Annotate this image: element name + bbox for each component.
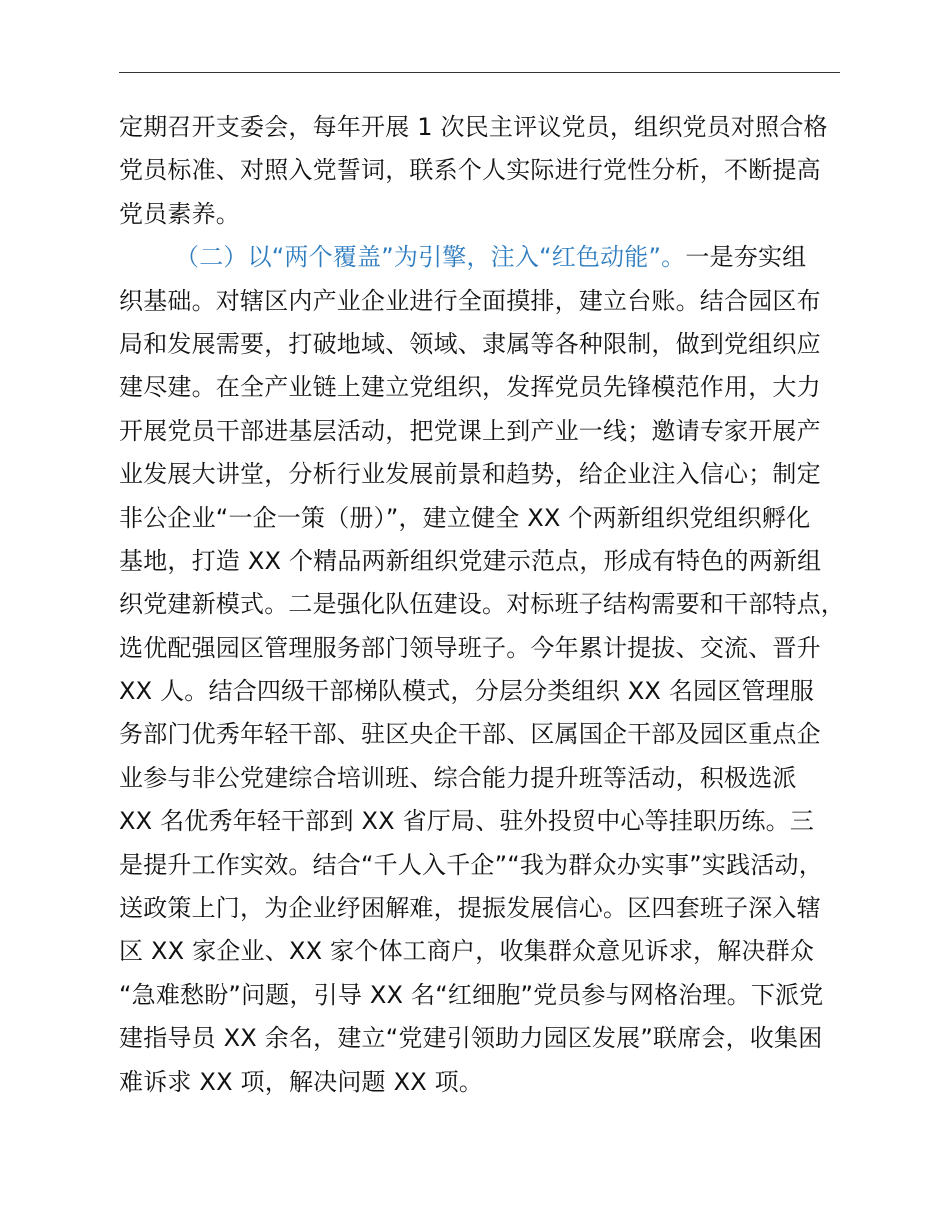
text-run: 一是夯实组 bbox=[685, 243, 807, 272]
text-line: 是提升工作实效。结合“千人入千企”“我为群众办实事”实践活动， bbox=[119, 850, 823, 879]
text-line: 非公企业“一企一策（册）”，建立健全 XX 个两新组织党组织孵化 bbox=[119, 503, 811, 532]
text-line: 难诉求 XX 项，解决问题 XX 项。 bbox=[119, 1067, 484, 1096]
text-line: 开展党员干部进基层活动，把党课上到产业一线；邀请专家开展产 bbox=[119, 416, 821, 445]
text-line: 党员素养。 bbox=[119, 199, 240, 228]
text-line: 送政策上门，为企业纾困解难，提振发展信心。区四套班子深入辖 bbox=[119, 894, 821, 923]
text-line: 局和发展需要，打破地域、领域、隶属等各种限制，做到党组织应 bbox=[119, 329, 821, 358]
body-text bbox=[119, 106, 849, 1104]
section-heading: （二）以“两个覆盖”为引擎，注入“红色动能”。 bbox=[175, 243, 686, 272]
text-line: 选优配强园区管理服务部门领导班子。今年累计提拔、交流、晋升 bbox=[119, 633, 821, 662]
text-line: 业发展大讲堂，分析行业发展前景和趋势，给企业注入信心；制定 bbox=[119, 460, 821, 489]
text-line: 业参与非公党建综合培训班、综合能力提升班等活动，积极选派 bbox=[119, 763, 797, 792]
text-line: 织基础。对辖区内产业企业进行全面摸排，建立台账。结合园区布 bbox=[119, 286, 821, 315]
text-line: 务部门优秀年轻干部、驻区央企干部、区属国企干部及园区重点企 bbox=[119, 720, 821, 749]
text-line: XX 人。结合四级干部梯队模式，分层分类组织 XX 名园区管理服 bbox=[119, 677, 815, 706]
text-line: 建尽建。在全产业链上建立党组织，发挥党员先锋模范作用，大力 bbox=[119, 373, 821, 402]
section-heading-line bbox=[119, 236, 849, 279]
text-line: 织党建新模式。二是强化队伍建设。对标班子结构需要和干部特点， bbox=[119, 590, 845, 619]
text-line: 基地，打造 XX 个精品两新组织党建示范点，形成有特色的两新组 bbox=[119, 546, 822, 575]
text-line: “急难愁盼”问题，引导 XX 名“红细胞”党员参与网格治理。下派党 bbox=[119, 980, 824, 1009]
text-line: 区 XX 家企业、XX 家个体工商户，收集群众意见诉求，解决群众 bbox=[119, 937, 815, 966]
text-line: 定期召开支委会，每年开展 1 次民主评议党员，组织党员对照合格 bbox=[119, 113, 828, 141]
header-rule bbox=[119, 72, 840, 73]
text-line: XX 名优秀年轻干部到 XX 省厅局、驻外投贸中心等挂职历练。三 bbox=[119, 807, 815, 836]
text-line: 党员标准、对照入党誓词，联系个人实际进行党性分析，不断提高 bbox=[119, 156, 821, 185]
text-line: 建指导员 XX 余名，建立“党建引领助力园区发展”联席会，收集困 bbox=[119, 1024, 823, 1053]
